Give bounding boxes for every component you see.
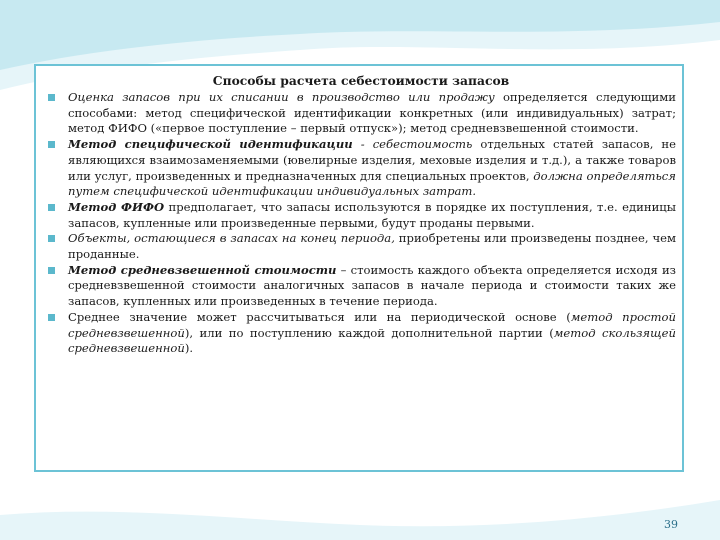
square-bullet-icon [48, 141, 55, 148]
bullet-list [46, 90, 676, 357]
content-frame [34, 64, 684, 472]
list-item [46, 231, 676, 262]
item-text: Метод средневзвешенной стоимости [68, 262, 337, 277]
item-text: определяется следующими способами: метод специфической идентификации конкретных (или индивидуальных) затрат; метод ФИФО («первое поступление – первый отпуск»); метод средневзвешенной стоимости. [68, 90, 676, 136]
item-text: Метод ФИФО [68, 199, 165, 214]
list-item [46, 310, 676, 357]
item-text: приобретены или произведены позднее, чем проданные. [68, 231, 676, 262]
item-text: ). [184, 341, 194, 356]
item-text: должна определяться путем специфической идентификации индивидуальных затрат. [68, 168, 676, 199]
item-text: Оценка запасов при их списании в производство или продажу [68, 90, 495, 104]
page-number: 39 [664, 518, 678, 531]
square-bullet-icon [48, 267, 55, 274]
list-item [46, 90, 676, 137]
item-text: Метод специфической идентификации [68, 137, 353, 152]
list-item [46, 263, 676, 310]
item-text: метод скользящей средневзвешенной [68, 325, 677, 356]
square-bullet-icon [48, 94, 55, 101]
list-item [46, 200, 676, 231]
square-bullet-icon [48, 204, 55, 211]
item-text: Объекты, остающиеся в запасах на конец периода, [68, 231, 395, 246]
item-text: метод простой средневзвешенной [68, 309, 676, 340]
item-text: отдельных статей запасов, не являющихся взаимозаменяемыми (ювелирные изделия, меховые изделия и т.д.), а также товаров или услуг, произведенных и предназначенных для специальных проектов, [68, 137, 677, 183]
list-item [46, 137, 676, 200]
item-text: ), или по поступлению каждой дополнительной партии ( [184, 325, 554, 340]
item-text: - себестоимость [352, 137, 481, 152]
item-text: – стоимость каждого объекта определяется исходя из средневзвешенной стоимости аналогичных запасов в начале периода и стоимости таких же запасов, купленных или произведенных в течение периода. [68, 262, 676, 309]
item-text: Среднее значение может рассчитываться или на периодической основе ( [68, 309, 571, 324]
slide-title: Способы расчета себестоимости запасов [212, 73, 510, 88]
square-bullet-icon [48, 314, 55, 321]
square-bullet-icon [48, 235, 55, 242]
item-text: предполагает, что запасы используются в порядке их поступления, т.е. единицы запасов, купленные или произведенные первыми, будут проданы первыми. [68, 199, 676, 230]
